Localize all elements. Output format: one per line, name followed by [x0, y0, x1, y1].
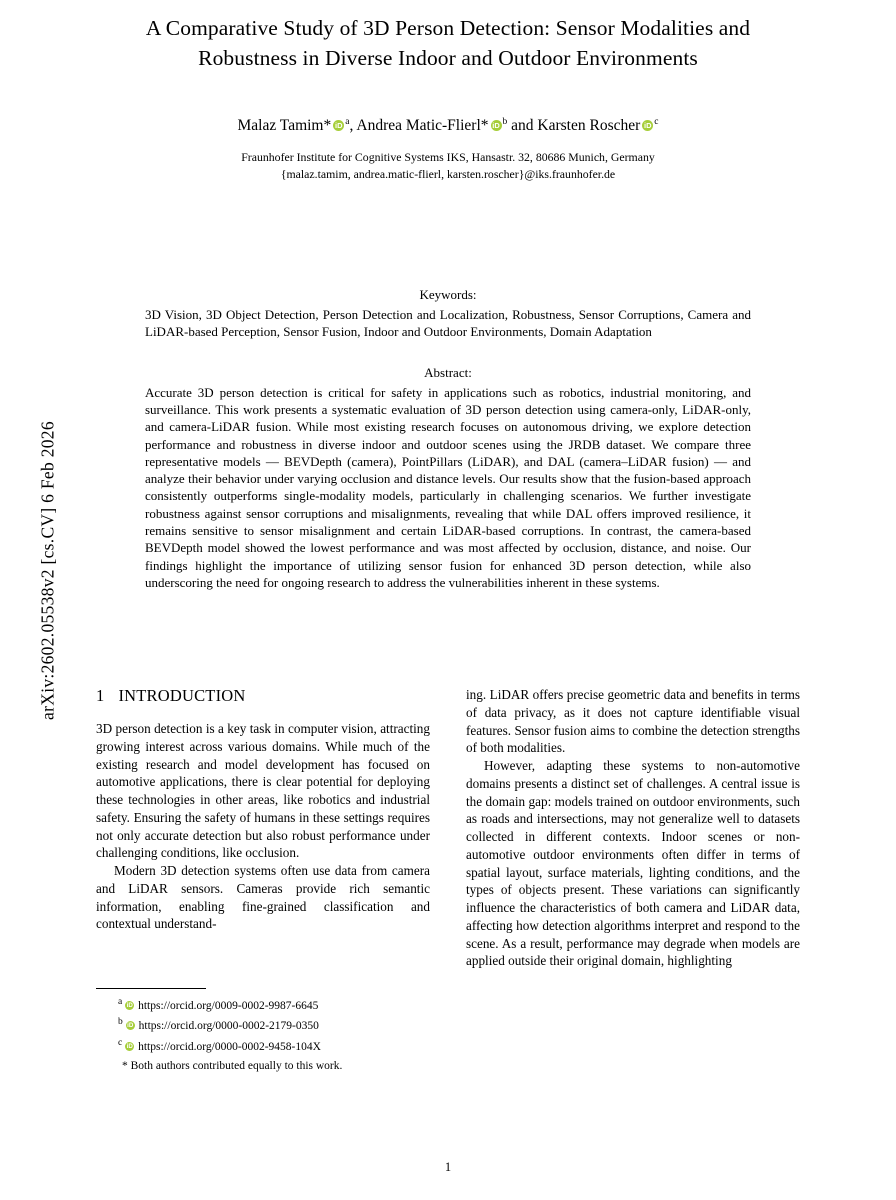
- footnote-divider: [96, 988, 206, 989]
- footnote-a: [96, 995, 430, 1015]
- footnotes: [96, 988, 430, 1076]
- keywords-section: [145, 287, 751, 341]
- keywords-text: 3D Vision, 3D Object Detection, Person Detection and Localization, Robustness, Sensor Corruptions, Camera and LiDAR-based Perception, Sensor Fusion, Indoor and Outdoor Environments, Domain Adaptation: [145, 307, 751, 340]
- author-separator-2: and: [507, 117, 538, 135]
- orcid-icon[interactable]: [333, 120, 344, 131]
- footnote-b-link[interactable]: https://orcid.org/0000-0002-2179-0350: [138, 1020, 319, 1033]
- footnote-a-link[interactable]: https://orcid.org/0009-0002-9987-6645: [138, 999, 319, 1012]
- section-1-heading: [96, 686, 430, 706]
- column-right: [466, 686, 800, 970]
- page-title-line1: A Comparative Study of 3D Person Detection: Sensor Modalities and: [145, 16, 751, 40]
- footnote-c-link[interactable]: https://orcid.org/0000-0002-9458-104X: [138, 1040, 321, 1053]
- orcid-icon[interactable]: [126, 1021, 135, 1030]
- orcid-icon[interactable]: [125, 1042, 134, 1051]
- section-1-number: 1: [96, 686, 105, 705]
- paragraph: Modern 3D detection systems often use data from camera and LiDAR sensors. Cameras provide rich semantic information, enabling fine-grained classification and contextual understand-: [96, 863, 430, 932]
- page-title: [145, 14, 751, 73]
- author-list: [145, 115, 751, 137]
- author-separator-1: ,: [349, 117, 357, 135]
- author-3-affil-marker: c: [654, 117, 659, 128]
- paragraph: ing. LiDAR offers precise geometric data and benefits in terms of data privacy, as it does not capture identifiable visual features. Sensor fusion aims to combine the detection strengths of both modalities.: [466, 687, 800, 756]
- orcid-icon[interactable]: [491, 120, 502, 131]
- footnote-b-label: b: [118, 1017, 123, 1028]
- affiliation: Fraunhofer Institute for Cognitive Systems IKS, Hansastr. 32, 80686 Munich, Germany: [241, 150, 655, 164]
- column-left: [96, 686, 430, 970]
- arxiv-stamp: arXiv:2602.05538v2 [cs.CV] 6 Feb 2026: [37, 421, 58, 720]
- author-2-affil-marker: b: [502, 117, 508, 128]
- footnote-c: [96, 1036, 430, 1056]
- author-2-name: Andrea Matic-Flierl*: [356, 117, 489, 135]
- footnote-a-label: a: [118, 997, 123, 1007]
- page-title-line2: Robustness in Diverse Indoor and Outdoor Environments: [198, 45, 698, 70]
- section-1-body-right: [466, 686, 800, 970]
- paragraph: However, adapting these systems to non-automotive domains presents a distinct set of challenges. A central issue is the domain gap: models trained on outdoor environments, such as roads and intersections, may not generalize well to datasets collected in different contexts. Indoor scenes or non-automotive outdoor environments often differ in terms of spatial layout, surface materials, lighting conditions, and the types of objects present. These variations can significantly influence the characteristics of both camera and LiDAR data, affecting how detection algorithms interpret and respond to the scene. As a result, performance may degrade when models are applied outside their original domain, highlighting: [466, 758, 800, 969]
- section-1-title: INTRODUCTION: [118, 686, 246, 705]
- contact-email: {malaz.tamim, andrea.matic-flierl, karsten.roscher}@iks.fraunhofer.de: [280, 167, 616, 182]
- abstract-heading: Abstract:: [424, 364, 472, 380]
- paper-header: [145, 0, 751, 591]
- author-1-affil-marker: a: [345, 117, 350, 128]
- footnote-b: [96, 1015, 430, 1035]
- author-1-name: Malaz Tamim*: [237, 117, 332, 135]
- orcid-icon[interactable]: [642, 120, 653, 131]
- abstract-section: [145, 365, 751, 591]
- footnote-c-label: c: [118, 1037, 123, 1048]
- author-3-name: Karsten Roscher: [537, 117, 641, 135]
- paragraph: 3D person detection is a key task in computer vision, attracting growing interest across various domains. While much of the existing research and model development has focused on automotive applications, there is clear potential for deploying these technologies in other areas, like robotics and industrial safety. Ensuring the safety of humans in these settings requires not only accurate detection but also robust performance under challenging conditions, like occlusion.: [96, 721, 430, 861]
- abstract-text: Accurate 3D person detection is critical for safety in applications such as robotics, industrial monitoring, and surveillance. This work presents a systematic evaluation of 3D person detection using camera-only, LiDAR-only, and camera-LiDAR fusion. While most existing research focuses on autonomous driving, we explore detection performance and robustness in diverse indoor and outdoor scenes using the JRDB dataset. We compare three representative models — BEVDepth (camera), PointPillars (LiDAR), and DAL (camera–LiDAR fusion) — and analyze their behavior under varying occlusion and distance levels. Our results show that the fusion-based approach consistently outperforms single-modality models, particularly in challenging scenarios. We further investigate robustness against sensor corruptions and misalignments, revealing that while DAL offers improved resilience, it remains sensitive to sensor misalignment and certain LiDAR-based corruptions. In contrast, the camera-based BEVDepth model showed the lowest performance and was most affected by occlusion, distance, and noise. Our findings highlight the importance of utilizing sensor fusion for enhanced 3D person detection, while also underscoring the need for ongoing research to address the vulnerabilities inherent in these systems.: [145, 384, 751, 590]
- orcid-icon[interactable]: [125, 1001, 134, 1010]
- page-number: 1: [444, 1160, 452, 1174]
- keywords-heading: Keywords:: [419, 287, 477, 303]
- footnote-equal-contribution: * Both authors contributed equally to this work.: [122, 1060, 343, 1073]
- section-1-body-left: [96, 720, 430, 933]
- body-columns: [96, 686, 800, 970]
